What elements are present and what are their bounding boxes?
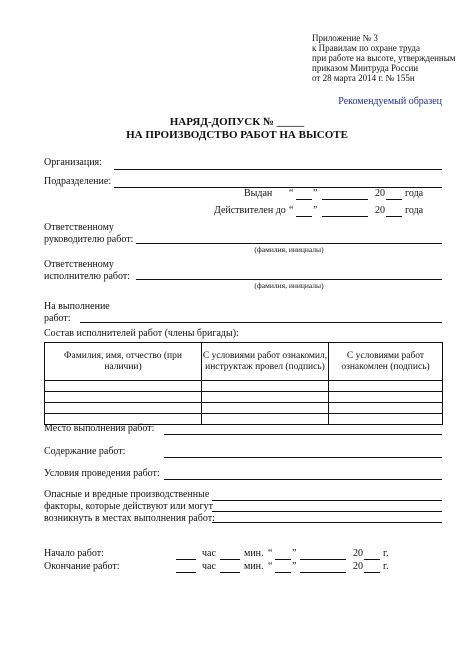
end-hour-field[interactable] [176, 572, 196, 573]
valid-year-field[interactable] [386, 216, 402, 217]
valid-month-field[interactable] [322, 216, 368, 217]
start-day-field[interactable] [275, 559, 291, 560]
table-row [45, 403, 443, 414]
work-conditions-field[interactable] [164, 479, 442, 480]
recommended-sample-label: Рекомендуемый образец [338, 96, 442, 107]
start-label: Начало работ: [44, 548, 104, 559]
page-title [0, 116, 474, 142]
manager-field[interactable] [136, 243, 442, 244]
table-cell[interactable] [202, 392, 329, 403]
table-row [45, 381, 443, 392]
table-row [45, 392, 443, 403]
start-month-field[interactable] [300, 559, 346, 560]
table-cell[interactable] [329, 392, 443, 403]
issued-label: Выдан [244, 188, 273, 199]
end-day-field[interactable] [275, 572, 291, 573]
table-cell[interactable] [45, 403, 202, 414]
subdivision-label: Подразделение: [44, 176, 112, 187]
appendix-line: приказом Минтруда России [312, 63, 419, 73]
executor-label-line: исполнителю работ: [44, 271, 131, 282]
end-minute-unit: мин. [244, 561, 264, 572]
end-minute-field[interactable] [220, 572, 240, 573]
table-cell[interactable] [329, 414, 443, 425]
table-cell[interactable] [202, 381, 329, 392]
work-content-field[interactable] [164, 457, 442, 458]
issued-year-prefix: 20 [375, 188, 385, 199]
manager-label-line: руководителю работ: [44, 234, 134, 245]
valid-quote-open: “ [289, 205, 294, 216]
task-label-line: На выполнение [44, 301, 110, 312]
end-quote-open: “ [268, 561, 273, 572]
hazards-label-line: возникнуть в местах выполнения работ: [44, 513, 215, 524]
crew-table [44, 342, 443, 425]
title-line-1: НАРЯД-ДОПУСК № _____ [169, 116, 305, 128]
appendix-note [312, 33, 455, 83]
work-place-field[interactable] [164, 434, 442, 435]
start-hour-field[interactable] [176, 559, 196, 560]
hazards-field-2[interactable] [212, 511, 442, 512]
start-year-suffix: г. [383, 548, 389, 559]
column-header: Фамилия, имя, отчество (при наличии) [45, 343, 202, 381]
task-label-line: работ: [44, 313, 71, 324]
table-cell[interactable] [45, 381, 202, 392]
column-header: С условиями работ ознакомил, инструктаж провел (подпись) [202, 343, 329, 381]
appendix-line: к Правилам по охране труда [312, 43, 420, 53]
executor-label [44, 259, 130, 283]
issued-quote-close: ” [313, 188, 318, 199]
hazards-label-line: факторы, которые действуют или могут [44, 501, 213, 512]
appendix-line: от 28 марта 2014 г. № 155н [312, 73, 415, 83]
manager-label-line: Ответственному [44, 222, 114, 233]
table-cell[interactable] [329, 381, 443, 392]
start-minute-field[interactable] [220, 559, 240, 560]
valid-year-prefix: 20 [375, 205, 385, 216]
table-cell[interactable] [45, 392, 202, 403]
table-cell[interactable] [329, 403, 443, 414]
organization-label: Организация: [44, 157, 102, 168]
start-minute-unit: мин. [244, 548, 264, 559]
title-line-2: НА ПРОИЗВОДСТВО РАБОТ НА ВЫСОТЕ [126, 129, 348, 141]
hazards-label-line: Опасные и вредные производственные [44, 489, 210, 500]
work-content-label: Содержание работ: [44, 446, 126, 457]
subdivision-field[interactable] [114, 187, 442, 188]
end-year-suffix: г. [383, 561, 389, 572]
issued-year-field[interactable] [386, 199, 402, 200]
start-quote-open: “ [268, 548, 273, 559]
crew-label: Состав исполнителей работ (члены бригады): [44, 328, 239, 339]
appendix-line: при работе на высоте, утвержденным [312, 53, 456, 63]
start-quote-close: ” [292, 548, 297, 559]
table-cell[interactable] [202, 403, 329, 414]
task-field[interactable] [80, 322, 442, 323]
organization-field[interactable] [114, 169, 442, 170]
manager-caption: (фамилия, инициалы) [254, 245, 324, 254]
executor-caption: (фамилия, инициалы) [254, 281, 324, 290]
crew-table-header [45, 343, 443, 381]
valid-until-label: Действителен до [214, 205, 286, 216]
column-header: С условиями работ ознакомлен (подпись) [329, 343, 443, 381]
table-cell[interactable] [202, 414, 329, 425]
end-year-prefix: 20 [353, 561, 363, 572]
valid-quote-close: ” [313, 205, 318, 216]
manager-label [44, 222, 133, 246]
hazards-label [44, 489, 215, 525]
issued-month-field[interactable] [322, 199, 368, 200]
appendix-line: Приложение № 3 [312, 33, 378, 43]
hazards-field-1[interactable] [212, 500, 442, 501]
valid-day-field[interactable] [296, 216, 312, 217]
executor-label-line: Ответственному [44, 259, 114, 270]
end-quote-close: ” [292, 561, 297, 572]
executor-field[interactable] [136, 279, 442, 280]
valid-year-suffix: года [405, 205, 424, 216]
start-hour-unit: час [202, 548, 216, 559]
issued-quote-open: “ [289, 188, 294, 199]
end-label: Окончание работ: [44, 561, 120, 572]
start-year-field[interactable] [364, 559, 380, 560]
issued-day-field[interactable] [296, 199, 312, 200]
end-hour-unit: час [202, 561, 216, 572]
work-place-label: Место выполнения работ: [44, 423, 155, 434]
work-conditions-label: Условия проведения работ: [44, 468, 160, 479]
issued-year-suffix: года [405, 188, 424, 199]
end-year-field[interactable] [364, 572, 380, 573]
hazards-field-3[interactable] [212, 522, 442, 523]
end-month-field[interactable] [300, 572, 346, 573]
start-year-prefix: 20 [353, 548, 363, 559]
